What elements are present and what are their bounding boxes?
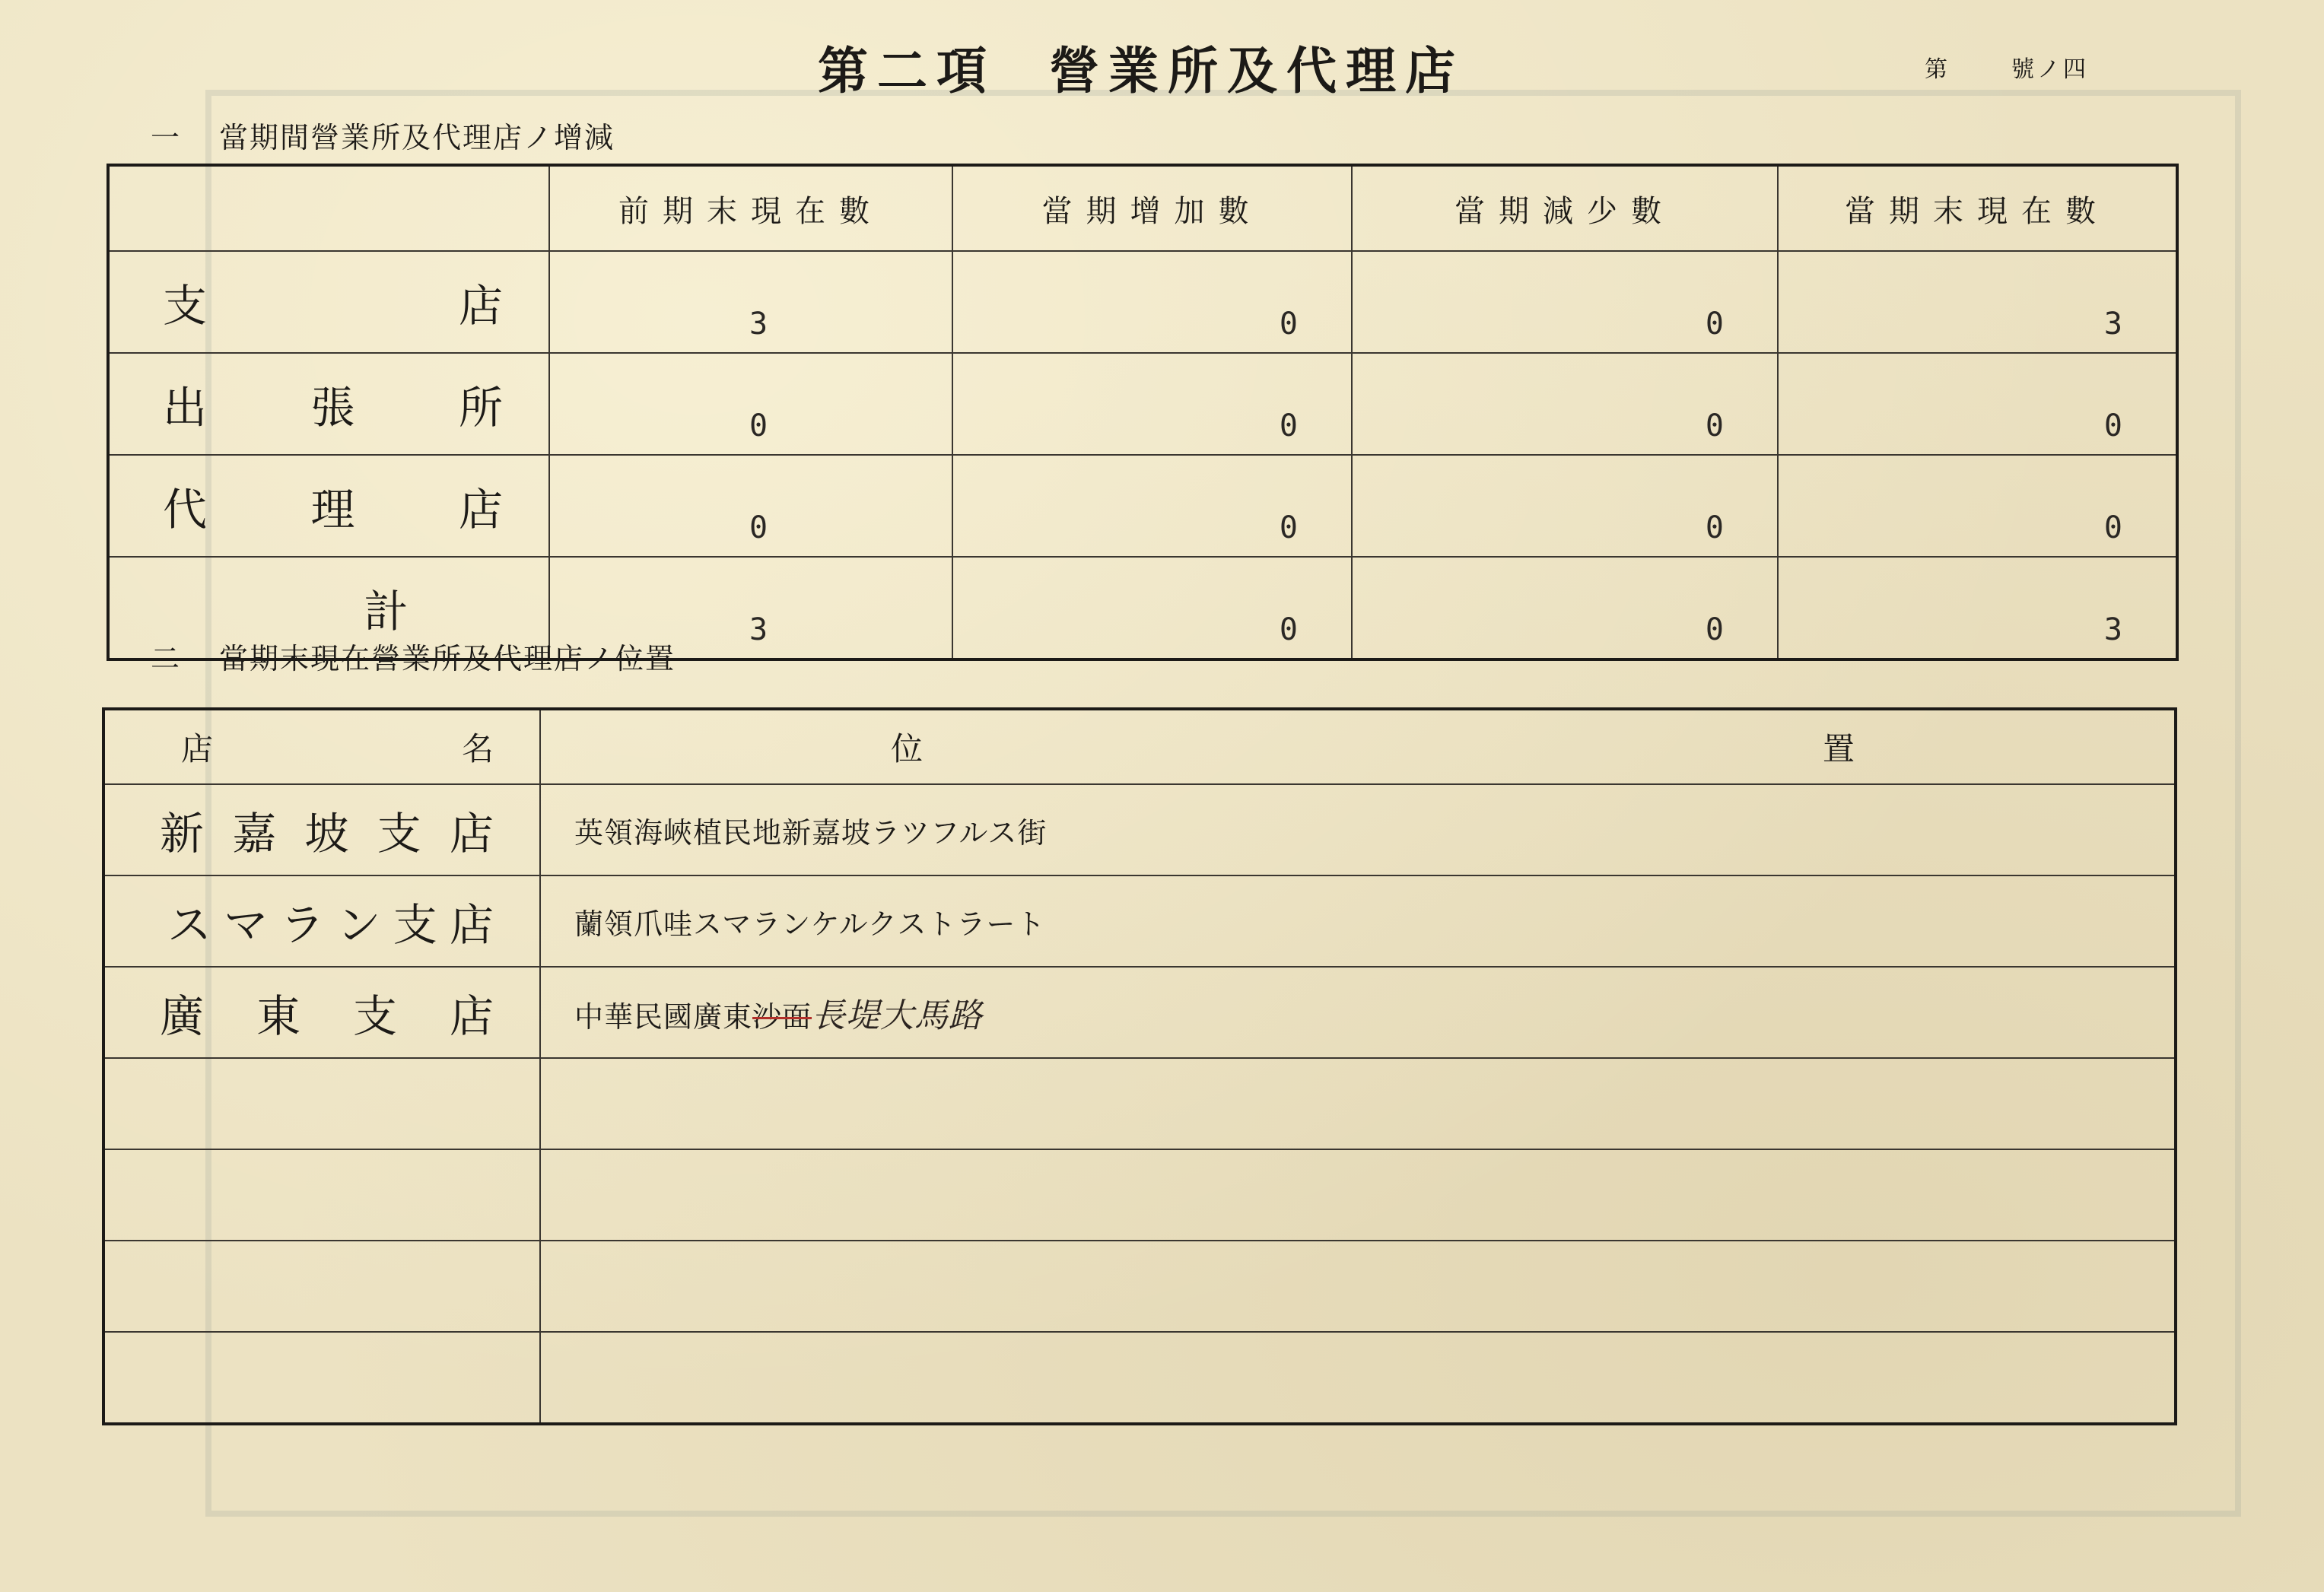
table-row xyxy=(108,353,2177,455)
cell-value: 0 xyxy=(1352,353,1778,455)
table-header-row xyxy=(108,165,2177,251)
col-header: 當期增加數 xyxy=(952,165,1352,251)
cell-value: 0 xyxy=(952,455,1352,557)
table-header-row xyxy=(103,709,2176,784)
empty-cell xyxy=(540,1058,2176,1149)
page-number: 第 號ノ四 xyxy=(1925,56,2089,83)
row-label: 出 張 所 xyxy=(108,353,549,455)
cell-value: 3 xyxy=(1778,251,2177,353)
col-header: 前期末現在數 xyxy=(549,165,952,251)
table-row xyxy=(103,875,2176,967)
section2-heading: 二 當期末現在營業所及代理店ノ位置 xyxy=(151,642,676,675)
col-header-name: 店 名 xyxy=(103,709,540,784)
cell-value: 0 xyxy=(1778,455,2177,557)
table-row-empty xyxy=(103,1332,2176,1424)
empty-cell xyxy=(103,1149,540,1241)
branch-name: ス マ ラ ン 支 店 xyxy=(103,875,540,967)
empty-cell xyxy=(103,1058,540,1149)
cell-value: 0 xyxy=(952,251,1352,353)
row-label: 計 xyxy=(108,557,549,659)
cell-value: 0 xyxy=(1352,455,1778,557)
struck-text: 沙面 xyxy=(752,1000,812,1034)
row-label: 支 店 xyxy=(108,251,549,353)
cell-value: 0 xyxy=(549,353,952,455)
table-row xyxy=(103,967,2176,1058)
branch-name: 廣 東 支 店 xyxy=(103,967,540,1058)
branch-address: 英領海峽植民地新嘉坡ラツフルス街 xyxy=(540,784,2176,875)
cell-value: 0 xyxy=(1352,251,1778,353)
table-row-empty xyxy=(103,1149,2176,1241)
section1-heading: 一 當期間營業所及代理店ノ增減 xyxy=(151,121,615,154)
empty-cell xyxy=(540,1241,2176,1332)
col-header: 當期減少數 xyxy=(1352,165,1778,251)
cell-value: 0 xyxy=(1778,353,2177,455)
cell-value: 0 xyxy=(952,557,1352,659)
empty-cell xyxy=(103,1332,540,1424)
row-label: 代 理 店 xyxy=(108,455,549,557)
handwritten-correction: 長堤大馬路 xyxy=(812,996,984,1035)
cell-value: 0 xyxy=(952,353,1352,455)
cell-value: 0 xyxy=(549,455,952,557)
table-row xyxy=(108,455,2177,557)
cell-value: 3 xyxy=(1778,557,2177,659)
branch-name: 新 嘉 坡 支 店 xyxy=(103,784,540,875)
table-row xyxy=(108,251,2177,353)
table-row-empty xyxy=(103,1241,2176,1332)
empty-cell xyxy=(540,1332,2176,1424)
empty-cell xyxy=(540,1149,2176,1241)
page-title: 第二項 營業所及代理店 xyxy=(818,41,1464,100)
location-table xyxy=(102,707,2177,1425)
table-row xyxy=(103,784,2176,875)
increase-decrease-table xyxy=(107,164,2179,661)
cell-value: 3 xyxy=(549,251,952,353)
empty-cell xyxy=(103,1241,540,1332)
col-header: 當期末現在數 xyxy=(1778,165,2177,251)
cell-value: 3 xyxy=(549,557,952,659)
cell-value: 0 xyxy=(1352,557,1778,659)
table-row-empty xyxy=(103,1058,2176,1149)
col-header-position: 位 置 xyxy=(540,709,2176,784)
branch-address: 中華民國廣東沙面長堤大馬路 xyxy=(540,967,2176,1058)
header-blank xyxy=(108,165,549,251)
branch-address: 蘭領爪哇スマランケルクストラート xyxy=(540,875,2176,967)
